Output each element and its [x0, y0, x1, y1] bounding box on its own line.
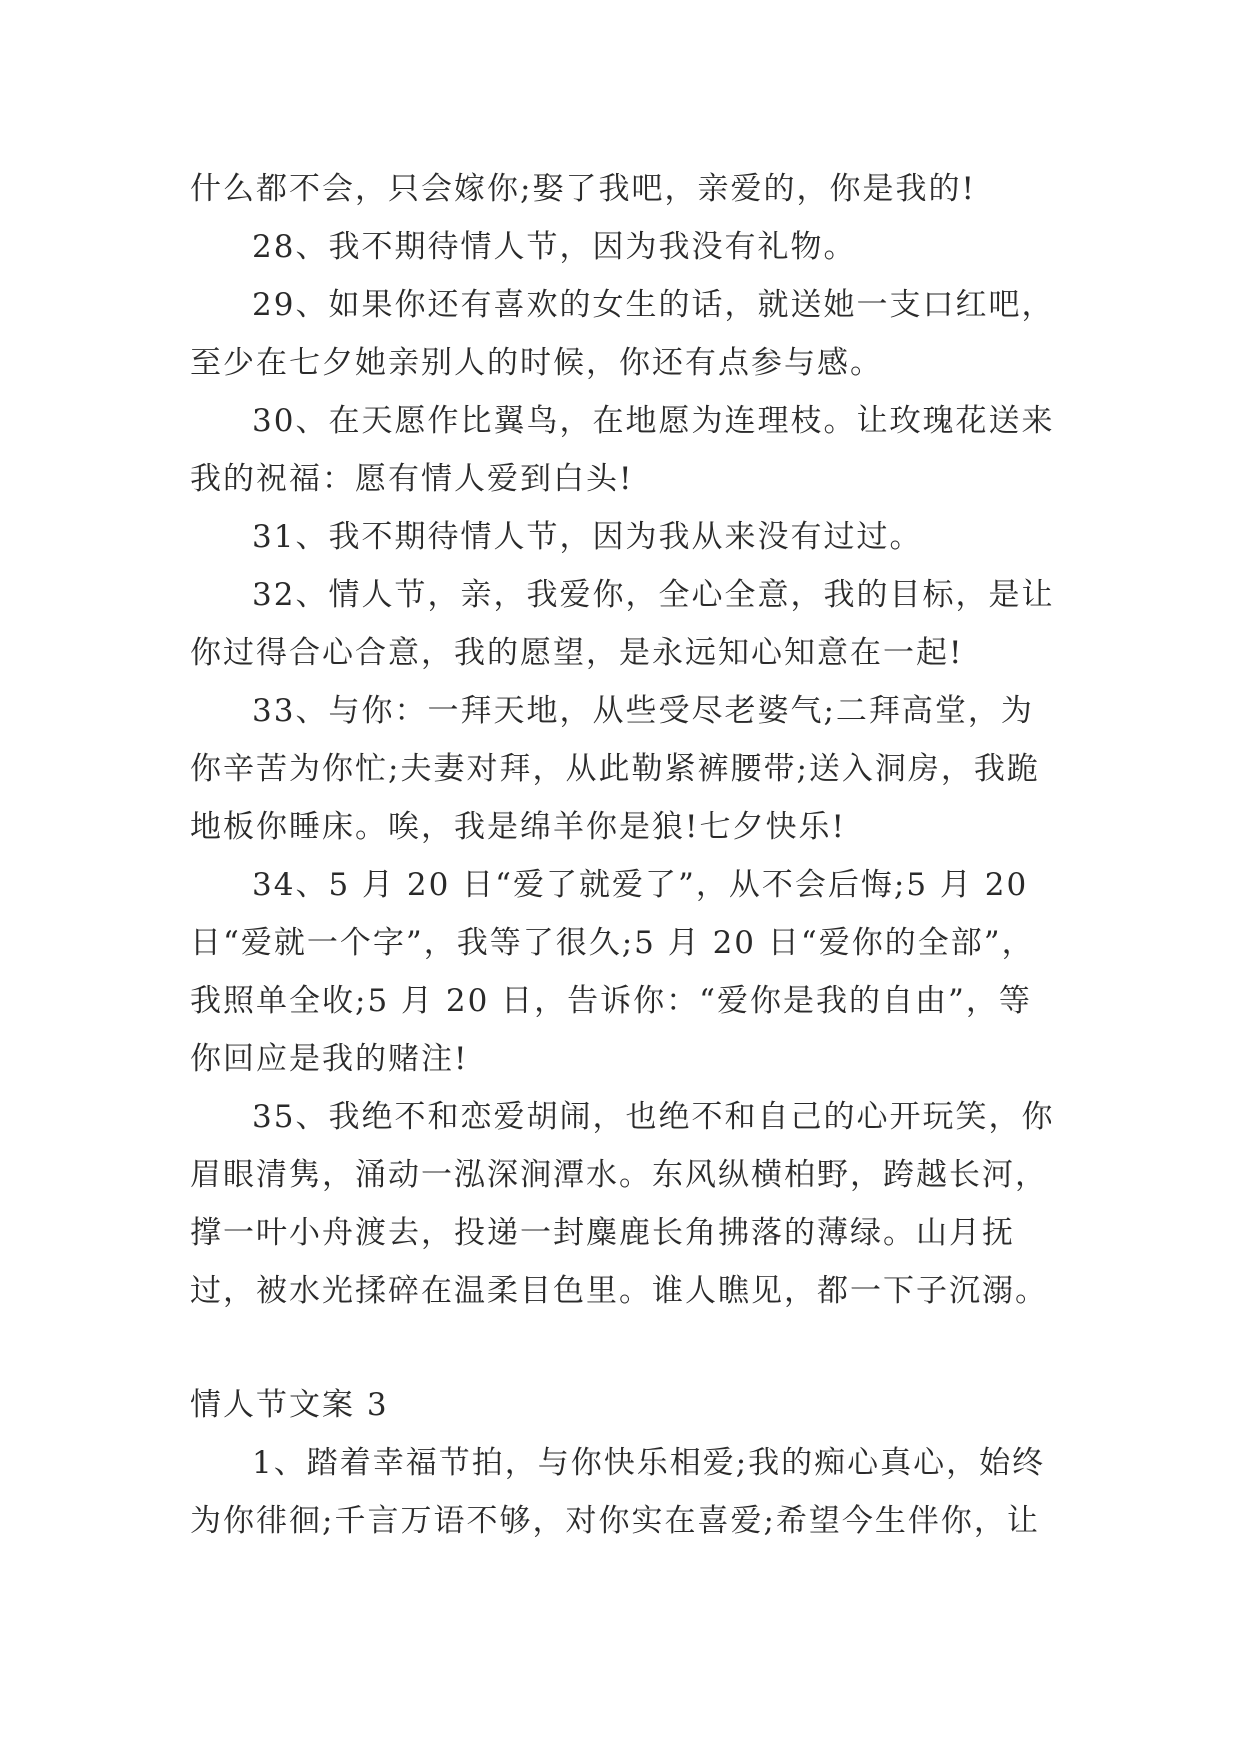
paragraph: 30、在天愿作比翼鸟，在地愿为连理枝。让玫瑰花送来我的祝福：愿有情人爱到白头! [190, 403, 1055, 497]
paragraph: 1、踏着幸福节拍，与你快乐相爱;我的痴心真心，始终为你徘徊;千言万语不够，对你实在喜爱;希望今生伴你，让 [190, 1445, 1046, 1539]
paragraph: 什么都不会，只会嫁你;娶了我吧，亲爱的，你是我的! [190, 171, 976, 207]
paragraph: 29、如果你还有喜欢的女生的话，就送她一支口红吧，至少在七夕她亲别人的时候，你还有点参与感。 [190, 287, 1055, 381]
paragraph: 32、情人节，亲，我爱你，全心全意，我的目标，是让你过得合心合意，我的愿望，是永远知心知意在一起! [190, 577, 1055, 671]
paragraph: 31、我不期待情人节，因为我从来没有过过。 [252, 519, 923, 555]
paragraph: 28、我不期待情人节，因为我没有礼物。 [252, 229, 857, 265]
paragraph: 35、我绝不和恋爱胡闹，也绝不和自己的心开玩笑，你眉眼清隽，涌动一泓深涧潭水。东风纵横柏野，跨越长河，撑一叶小舟渡去，投递一封麋鹿长角拂落的薄绿。山月抚过，被水光揉碎在温柔目色里。谁人瞧见，都一下子沉溺。 [190, 1099, 1055, 1309]
paragraph: 33、与你：一拜天地，从些受尽老婆气;二拜高堂，为你辛苦为你忙;夫妻对拜，从此勒紧裤腰带;送入洞房，我跪地板你睡床。唉，我是绵羊你是狼!七夕快乐! [190, 693, 1040, 845]
paragraph: 34、5 月 20 日“爱了就爱了”，从不会后悔;5 月 20 日“爱就一个字”，我等了很久;5 月 20 日“爱你的全部”，我照单全收;5 月 20 日，告诉你：“爱你是我的自由”，等你回应是我的赌注! [190, 867, 1035, 1077]
document-body [190, 160, 1060, 1550]
section-title: 情人节文案 3 [190, 1387, 389, 1423]
